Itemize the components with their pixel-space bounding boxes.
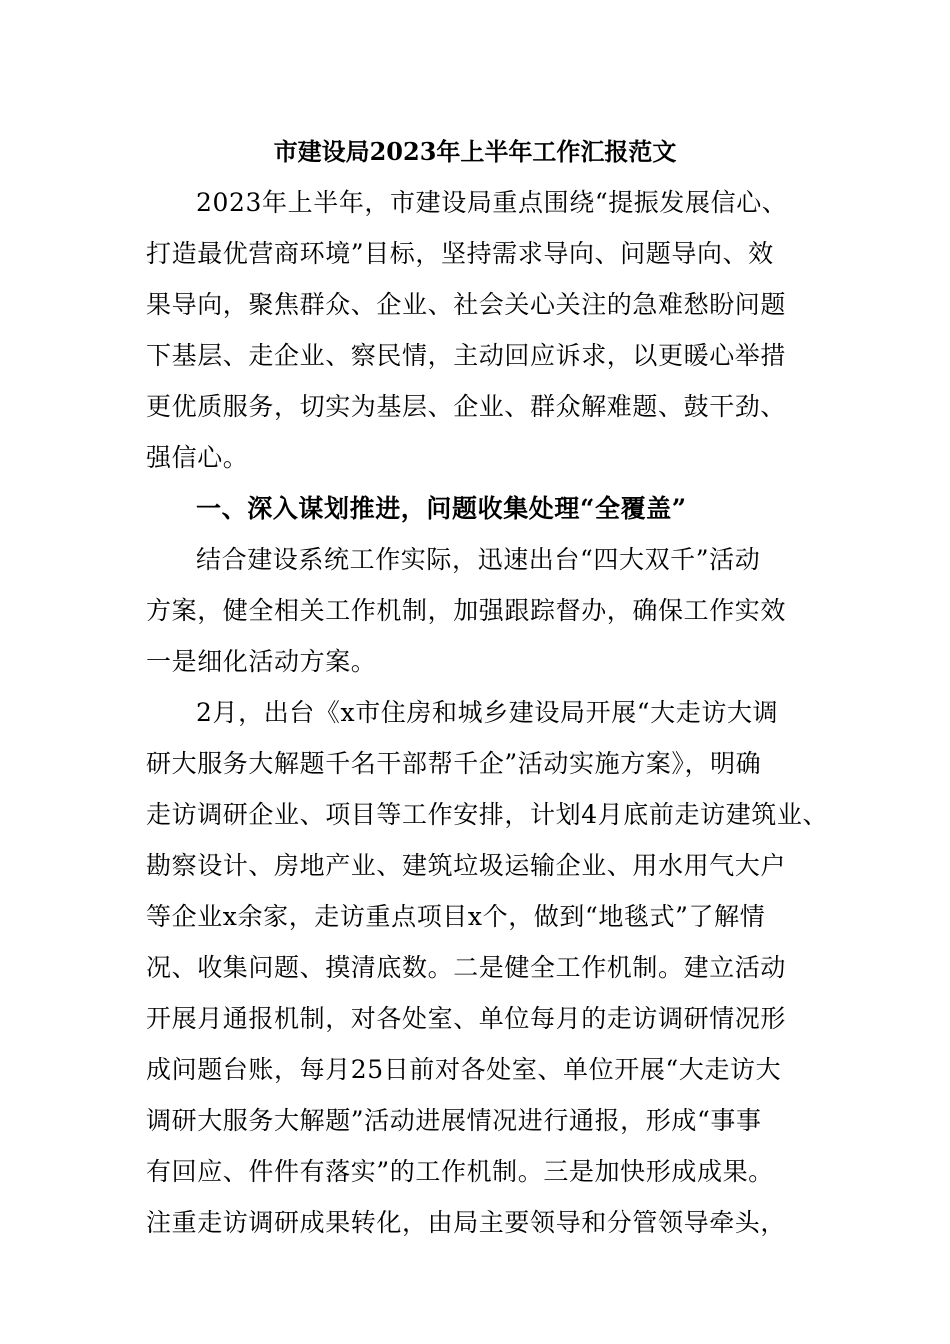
- paragraph-line: 有回应、件件有落实”的工作机制。三是加快形成成果。: [146, 1157, 774, 1186]
- paragraph-line: 强信心。: [146, 443, 249, 472]
- paragraph-line: 研大服务大解题千名干部帮千企”活动实施方案》，明确: [146, 749, 762, 778]
- paragraph-line: 况、收集问题、摸清底数。二是健全工作机制。建立活动: [146, 953, 787, 982]
- paragraph-line: 一是细化活动方案。: [146, 647, 377, 676]
- paragraph-line: 2月，出台《x市住房和城乡建设局开展“大走访大调: [196, 698, 779, 727]
- paragraph-line: 更优质服务，切实为基层、企业、群众解难题、鼓干劲、: [146, 392, 787, 421]
- paragraph-line: 果导向，聚焦群众、企业、社会关心关注的急难愁盼问题: [146, 290, 787, 319]
- paragraph-line: 等企业x余家，走访重点项目x个，做到“地毯式”了解情: [146, 902, 766, 931]
- paragraph-line: 走访调研企业、项目等工作安排，计划4月底前走访建筑业、: [146, 800, 829, 829]
- paragraph-line: 打造最优营商环境”目标，坚持需求导向、问题导向、效: [146, 239, 774, 268]
- paragraph-line: 调研大服务大解题”活动进展情况进行通报，形成“事事: [146, 1106, 762, 1135]
- paragraph-line: 方案，健全相关工作机制，加强跟踪督办，确保工作实效: [146, 596, 787, 625]
- paragraph-line: 开展月通报机制，对各处室、单位每月的走访调研情况形: [146, 1004, 787, 1033]
- paragraph-line: 注重走访调研成果转化，由局主要领导和分管领导牵头，: [146, 1208, 787, 1237]
- paragraph-line: 2023年上半年，市建设局重点围绕“提振发展信心、: [196, 188, 788, 217]
- paragraph-line: 勘察设计、房地产业、建筑垃圾运输企业、用水用气大户: [146, 851, 787, 880]
- paragraph-line: 下基层、走企业、察民情，主动回应诉求，以更暖心举措: [146, 341, 787, 370]
- paragraph-line: 成问题台账，每月25日前对各处室、单位开展“大走访大: [146, 1055, 782, 1084]
- section-heading: 一、深入谋划推进，问题收集处理“全覆盖”: [196, 494, 687, 523]
- paragraph-line: 结合建设系统工作实际，迅速出台“四大双千”活动: [196, 545, 761, 574]
- document-title: 市建设局2023年上半年工作汇报范文: [273, 137, 677, 166]
